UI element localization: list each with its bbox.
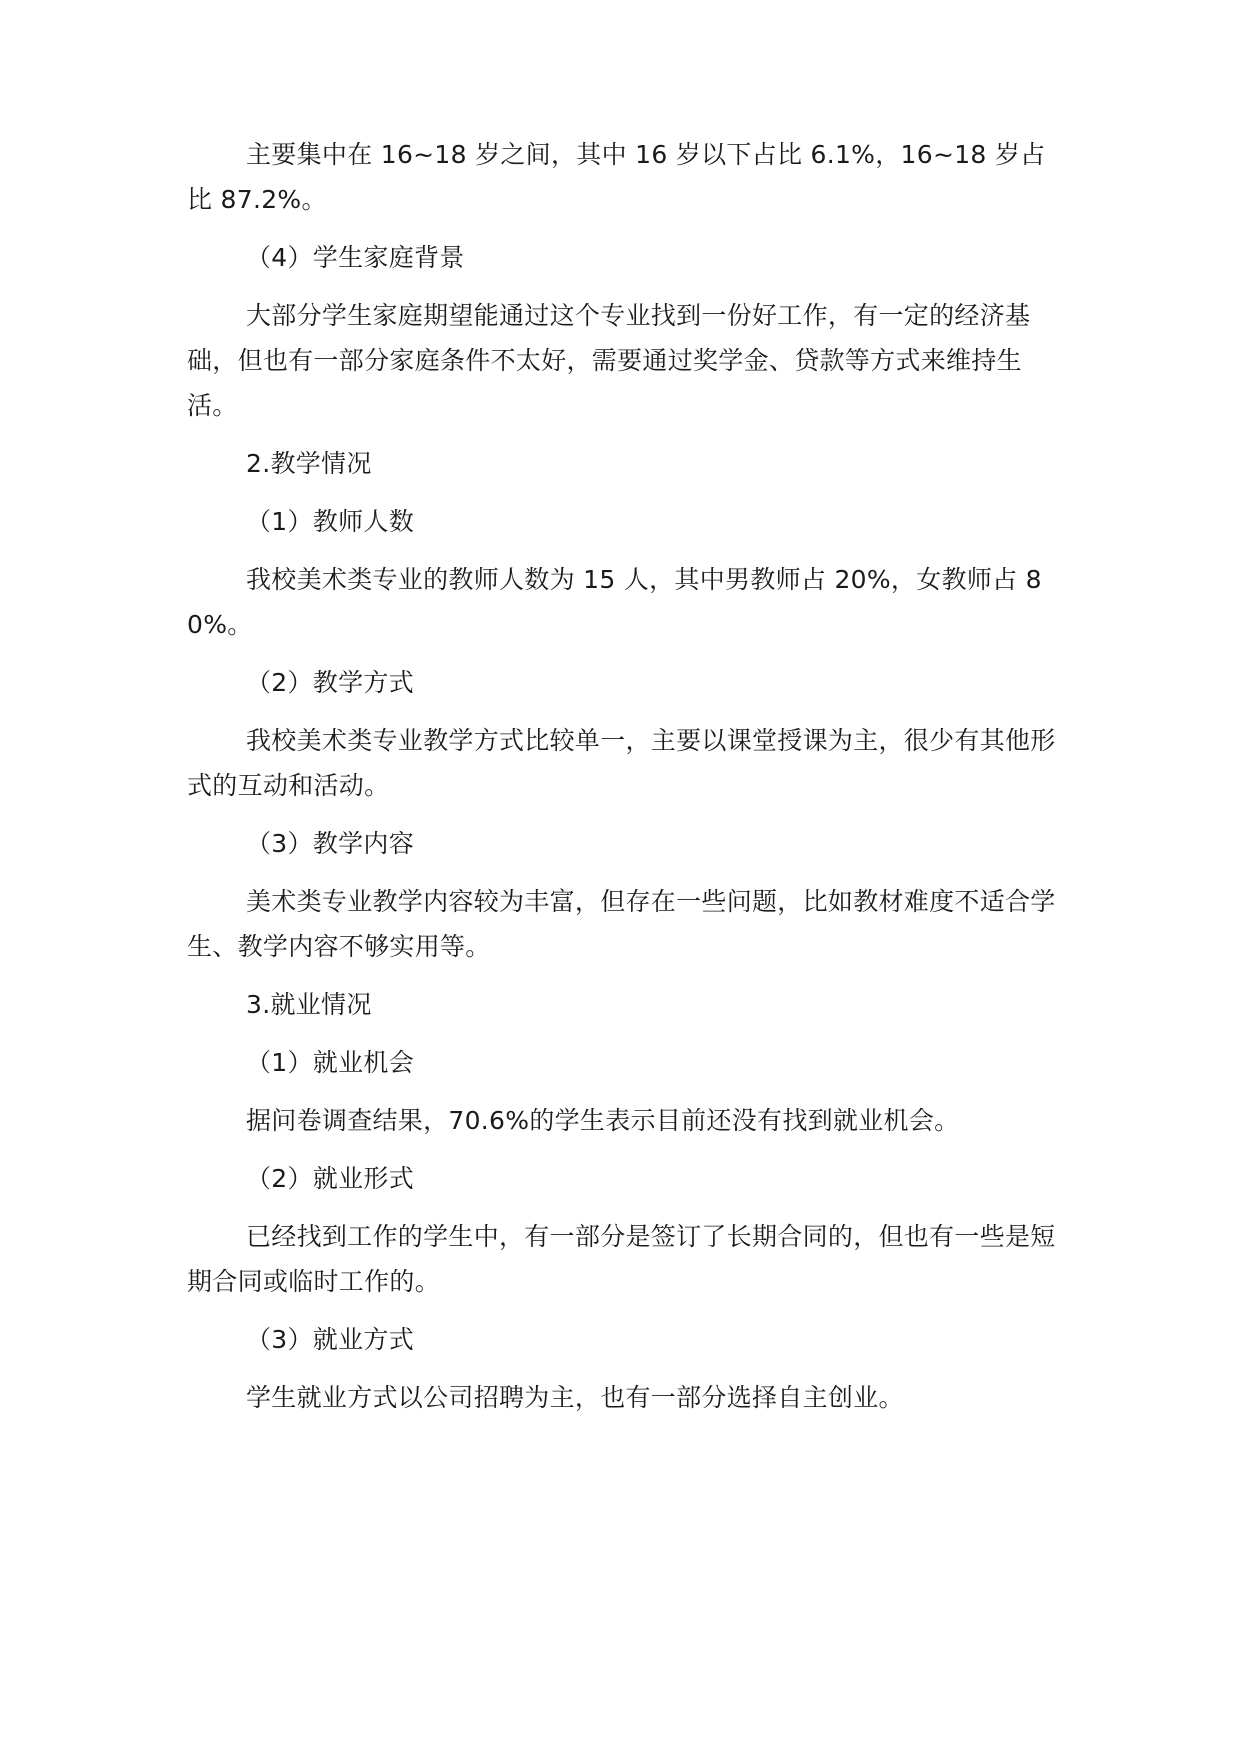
- paragraph-teacher-count: 我校美术类专业的教师人数为 15 人，其中男教师占 20%，女教师占 80%。: [187, 565, 1042, 639]
- subheading-teaching-content: （3）教学内容: [246, 829, 415, 858]
- subheading-employment-mode: （3）就业方式: [246, 1325, 415, 1354]
- subheading-teaching-method: （2）教学方式: [246, 668, 415, 697]
- subheading-teacher-count: （1）教师人数: [246, 507, 415, 536]
- paragraph-employment-opportunity: 据问卷调查结果，70.6%的学生表示目前还没有找到就业机会。: [246, 1106, 960, 1135]
- paragraph-teaching-content: 美术类专业教学内容较为丰富，但存在一些问题，比如教材难度不适合学生、教学内容不够实用等。: [187, 887, 1056, 961]
- document-page: [187, 132, 1057, 1433]
- section-heading-teaching: 2.教学情况: [246, 449, 372, 478]
- subheading-family-background: （4）学生家庭背景: [246, 243, 465, 272]
- paragraph-teaching-method: 我校美术类专业教学方式比较单一，主要以课堂授课为主，很少有其他形式的互动和活动。: [187, 726, 1056, 800]
- section-heading-employment: 3.就业情况: [246, 990, 372, 1019]
- paragraph-family-background: 大部分学生家庭期望能通过这个专业找到一份好工作，有一定的经济基础，但也有一部分家庭条件不太好，需要通过奖学金、贷款等方式来维持生活。: [187, 301, 1031, 420]
- subheading-employment-form: （2）就业形式: [246, 1164, 415, 1193]
- paragraph-employment-mode: 学生就业方式以公司招聘为主，也有一部分选择自主创业。: [246, 1383, 904, 1412]
- paragraph-age-distribution: 主要集中在 16~18 岁之间，其中 16 岁以下占比 6.1%，16~18 岁占比 87.2%。: [187, 140, 1046, 214]
- paragraph-employment-form: 已经找到工作的学生中，有一部分是签订了长期合同的，但也有一些是短期合同或临时工作的。: [187, 1222, 1056, 1296]
- subheading-employment-opportunity: （1）就业机会: [246, 1048, 415, 1077]
